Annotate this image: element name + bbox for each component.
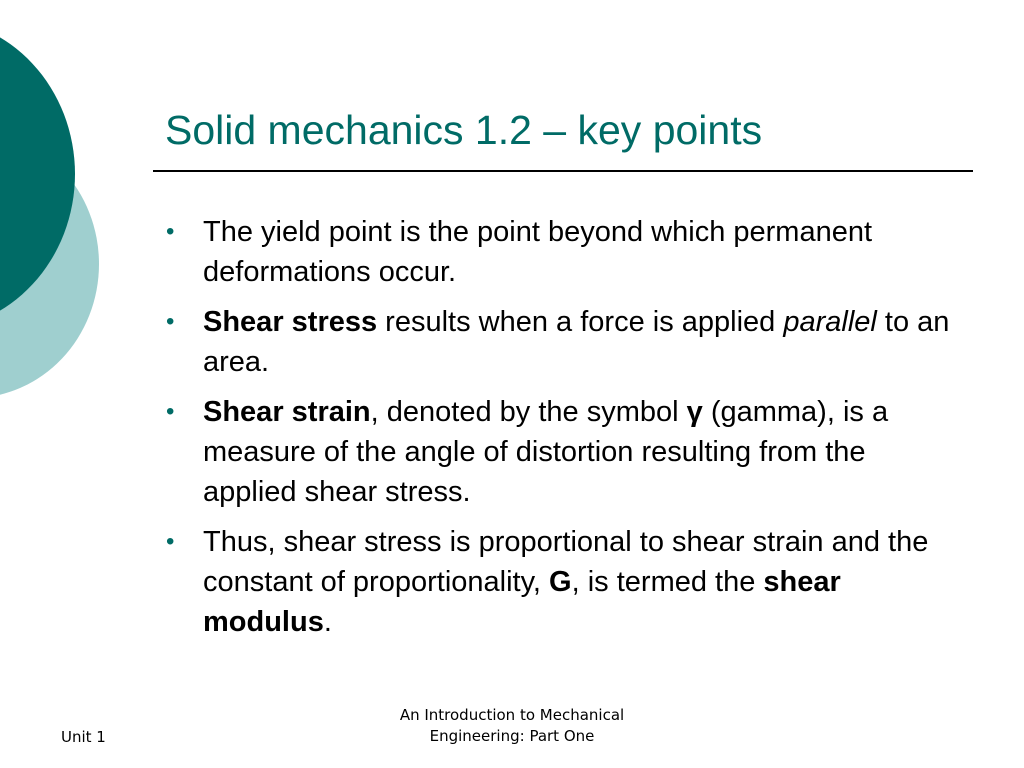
bullet-text: . bbox=[323, 606, 332, 638]
bullet-dot-icon: • bbox=[166, 398, 175, 425]
bullet-item-shear-stress bbox=[164, 302, 964, 382]
slide-title: Solid mechanics 1.2 – key points bbox=[165, 107, 763, 153]
bullet-text: , denoted by the symbol bbox=[370, 396, 687, 428]
bullet-text: results when a force is applied bbox=[377, 306, 784, 338]
bullet-dot-icon: • bbox=[166, 308, 175, 335]
bullet-text: The yield point is the point beyond which permanent deformations occur. bbox=[203, 216, 873, 288]
bullet-italic-term: parallel bbox=[783, 306, 877, 338]
bullet-text: to an area. bbox=[203, 306, 950, 378]
bullet-text: (gamma), is a measure of the angle of distortion resulting from the applied shear stress. bbox=[203, 396, 889, 508]
title-divider bbox=[153, 170, 973, 172]
bullet-item-yield-point bbox=[164, 212, 964, 292]
modulus-symbol: G bbox=[549, 566, 572, 598]
footer-course-line-2: Engineering: Part One bbox=[429, 727, 595, 745]
footer-unit: Unit 1 bbox=[61, 728, 106, 746]
gamma-symbol: γ bbox=[686, 396, 703, 428]
bullet-dot-icon: • bbox=[166, 218, 175, 245]
bullet-item-shear-strain bbox=[164, 392, 964, 512]
bullet-text: , is termed the bbox=[571, 566, 764, 598]
footer-course-line-1: An Introduction to Mechanical bbox=[399, 706, 625, 724]
bullet-list bbox=[164, 212, 964, 652]
bullet-text: Thus, shear stress is proportional to shear strain and the constant of proportionality, bbox=[203, 526, 929, 598]
bullet-dot-icon: • bbox=[166, 528, 175, 555]
bullet-bold-term: shear modulus bbox=[203, 566, 841, 638]
bullet-bold-term: Shear stress bbox=[203, 306, 378, 338]
footer-course-title bbox=[362, 705, 662, 747]
bullet-bold-term: Shear strain bbox=[203, 396, 371, 428]
bullet-item-shear-modulus bbox=[164, 522, 964, 642]
